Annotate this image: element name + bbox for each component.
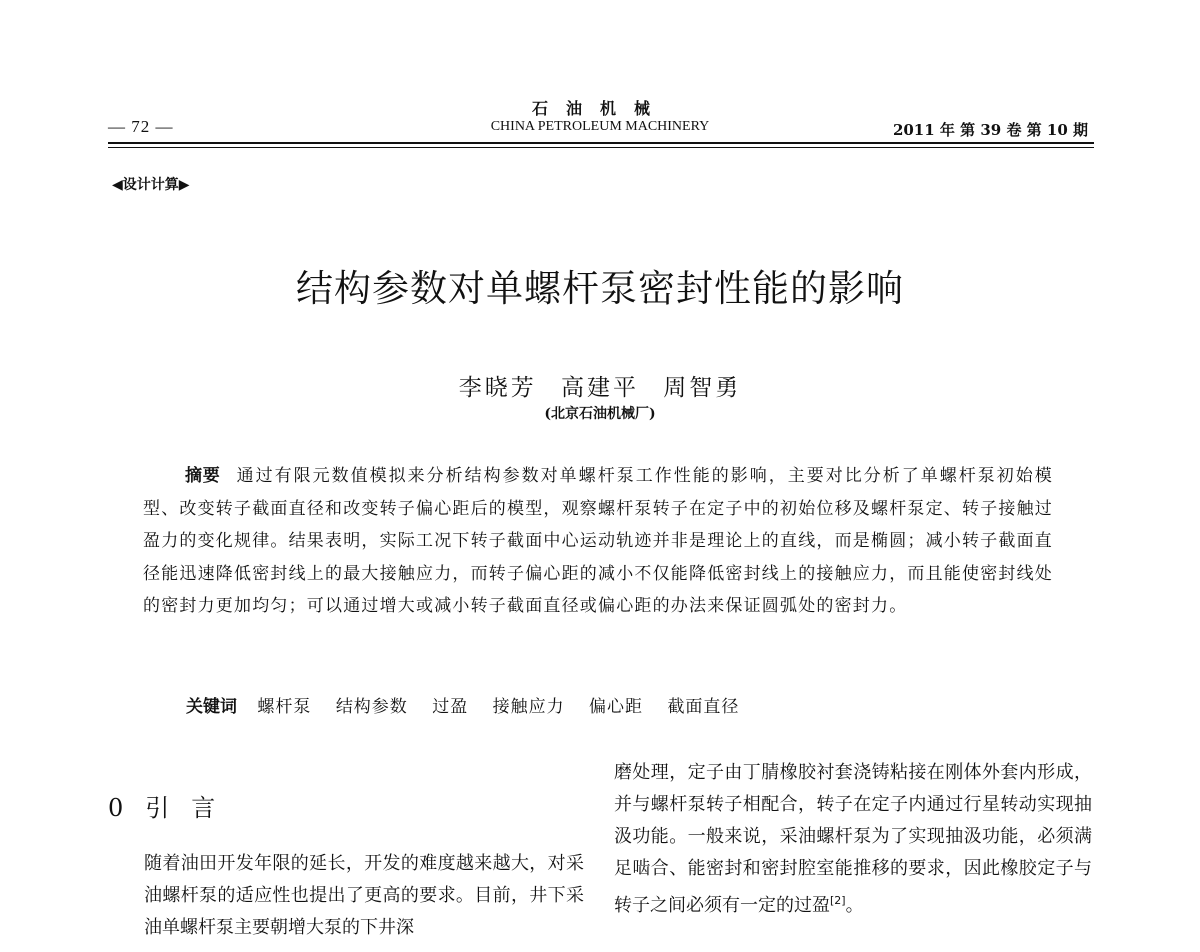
- body-column-left: [108, 848, 584, 944]
- abstract: [143, 460, 1053, 623]
- section-tag: ◀设计计算▶: [112, 177, 190, 193]
- keyword-item: 过盈: [432, 697, 469, 717]
- citation-ref: [2]: [830, 894, 846, 907]
- body-paragraph: 随着油田开发年限的延长，开发的难度越来越大，对采油螺杆泵的适应性也提出了更高的要求。目前，井下采油单螺杆泵主要朝增大泵的下井深: [144, 853, 584, 938]
- section-number: 0: [108, 794, 124, 822]
- journal-title-en: CHINA PETROLEUM MACHINERY: [490, 119, 710, 134]
- page-number: — 72 —: [108, 117, 174, 136]
- header-rule-thin: [108, 147, 1094, 148]
- keywords-label: 关键词: [186, 697, 237, 717]
- keyword-item: 螺杆泵: [257, 697, 312, 717]
- paragraph-end: 。: [845, 895, 864, 916]
- keyword-item: 截面直径: [667, 697, 740, 717]
- issue-info: 2011 年 第 39 卷 第 10 期: [892, 121, 1088, 139]
- body-paragraph: 磨处理，定子由丁腈橡胶衬套浇铸粘接在刚体外套内形成，并与螺杆泵转子相配合，转子在定子内通过行星转动实现抽汲功能。一般来说，采油螺杆泵为了实现抽汲功能，必须满足啮合、能密封和密封腔室能推移的要求，因此橡胶定子与转子之间必须有一定的过盈: [614, 762, 1092, 916]
- paper-title: 结构参数对单螺杆泵密封性能的影响: [296, 267, 904, 310]
- keywords: [186, 692, 757, 717]
- header-rule-thick: [108, 142, 1094, 144]
- keyword-item: 结构参数: [335, 697, 408, 717]
- keyword-item: 接触应力: [492, 697, 565, 717]
- affiliation: (北京石油机械厂): [544, 406, 656, 422]
- journal-title-cn: 石油机械: [531, 99, 668, 118]
- keyword-item: 偏心距: [589, 697, 644, 717]
- abstract-label: 摘要: [185, 466, 221, 486]
- abstract-text: 通过有限元数值模拟来分析结构参数对单螺杆泵工作性能的影响，主要对比分析了单螺杆泵初始模型、改变转子截面直径和改变转子偏心距后的模型，观察螺杆泵转子在定子中的初始位移及螺杆泵定、转子接触过盈力的变化规律。结果表明，实际工况下转子截面中心运动轨迹并非是理论上的直线，而是椭圆；减小转子截面直径能迅速降低密封线上的最大接触应力，而转子偏心距的减小不仅能降低密封线上的接触应力，而且能使密封线处的密封力更加均匀；可以通过增大或减小转子截面直径或偏心距的办法来保证圆弧处的密封力。: [143, 466, 1053, 616]
- authors: 李晓芳 高建平 周智勇: [458, 375, 742, 401]
- body-column-right: [614, 757, 1092, 922]
- section-heading: [108, 788, 237, 823]
- section-title: 引言: [145, 794, 238, 822]
